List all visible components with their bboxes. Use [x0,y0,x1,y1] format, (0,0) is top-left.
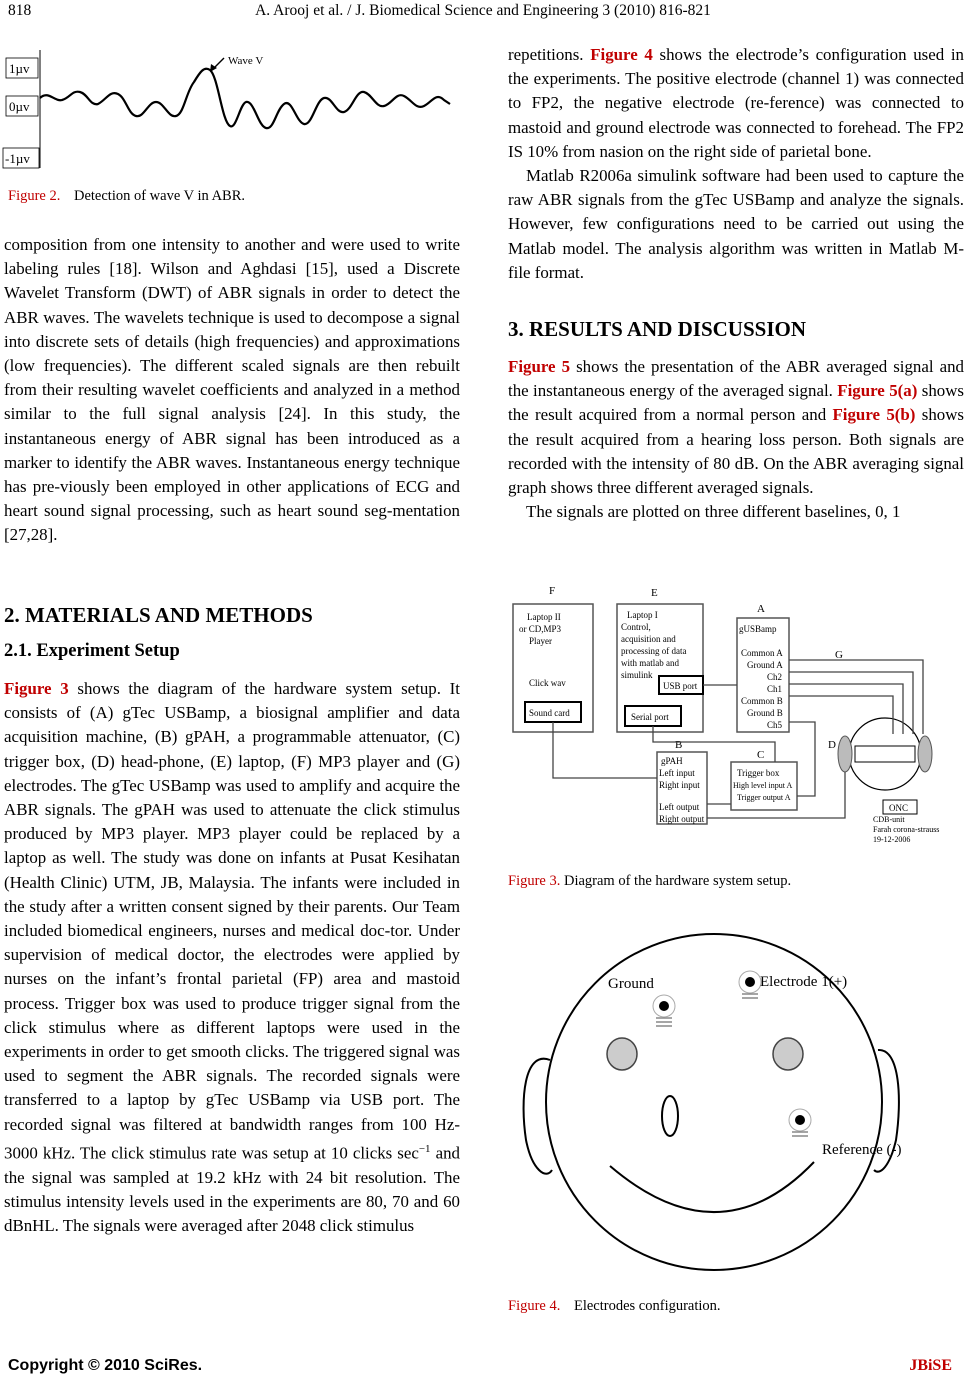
label-a: A [757,603,765,615]
gusbamp-line: Ch5 [767,720,783,730]
laptop1-line: Control, [621,622,651,632]
trigger-line: Trigger output A [737,793,791,802]
reference-electrode-icon [789,1109,811,1136]
label-d: D [828,739,836,751]
gpah-line: Left output [659,802,700,812]
gusbamp-line: Ground B [747,708,783,718]
click-wav-label: Click wav [529,678,566,688]
laptop1-line: acquisition and [621,634,676,644]
scale-label-neg1uv: -1µv [5,151,30,166]
figure-4-caption: Figure 4. Electrodes configuration. [508,1298,721,1314]
figure-3-caption: Figure 3. Diagram of the hardware system setup. [508,873,792,889]
scale-label-1uv: 1µv [9,61,30,76]
paragraph: Figure 3 shows the diagram of the hardware system setup. It consists of (A) gTec USBamp, a biosignal amplifier and data acquisition machine, (B) gPAH, a programmable attenuator, (C) trigger box, (D) head-phone, (E) laptop, (F) MP3 player and (G) electrodes. The gTec USBamp was used to amplify and acquire the ABR signals. The gPAH was used to attenuate the click stimulus produced by MP3 player. MP3 player could be replaced by a laptop as well. The study was done on infants at Pusat Kesihatan (Health Clinic) UTM, JB, Malaysia. The infants were included in the study after a written consent signed by their parents. Our Team included biomedical engineers, nurses and medical doc-tor. Under supervision of medical doctor, the electrodes were applied by nurses on the infant’s frontal parietal (FP) area and mastoid process. Trigger box was used to produce trigger signal from the click stimulus where as different laptops were used in the experiments in order to get smooth clicks. The triggered signal was used to segment the ABR signals. The recorded signals were transferred to a laptop by gTec USBamp via USB port. The recorded signal was filtered at bandwidth ranges from 100 Hz-3000 kHz. The click stimulus rate was setup at 10 clicks $\sec^{-1}$ and the signal was sampled at 19.2 kHz with 24 bit resolution. The stimulus intensity levels used in the experiments are 80, 70 and 60 dBnHL. The signals were averaged after 2048 click stimulus [4,679,460,1236]
usb-port-label: USB port [663,681,698,691]
label-g: G [835,649,843,661]
figure-5a-ref[interactable]: Figure 5(a) [837,381,918,401]
ground-label: Ground [608,976,654,992]
electrode-1-label: Electrode 1(+) [760,974,848,990]
copyright-footer: Copyright © 2010 SciRes. [8,1357,203,1374]
figure-2-caption: Figure 2. Detection of wave V in ABR. [8,188,246,204]
paragraph: composition from one intensity to another and were used to write labeling rules [18]. Wilson and Aghdasi [15], used a Discrete Wavelet Transform (DWT) of ABR signals in order to detect the ABR waves. The wavelets technique is used to decompose a signal into discrete sets of details (high frequencies) and approximations (low frequencies). The different scaled signals are then rebuilt from their resulting wavelet coefficients and analyzed in a method similar to the full signal analysis [24]. In this study, the instantaneous energy of ABR signal has been introduced as a marker to identify the ABR waves. Instantaneous energy technique has pre-viously been employed in other applications of ECG and heart sound signal processing, such as heart sound seg-mentation [27,28]. [4,235,460,545]
subsection-heading: 2.1. Experiment Setup [4,641,180,661]
left-eye [607,1038,637,1070]
laptop1-line: simulink [621,670,653,680]
trigger-line: High level input A [733,781,793,790]
laptop2-line: Player [529,636,552,646]
trigger-line: Trigger box [737,768,780,778]
ground-electrode-icon [653,995,675,1026]
sound-card-label: Sound card [529,708,570,718]
paragraph: repetitions. Figure 4 shows the electrode’s configuration used in the experiments. The positive electrode (channel 1) was connected to FP2, the negative electrode (re-ference) was connected to mastoid and ground electrode was connected to forehead. The FP2 IS 10% from nasion on the right side of parietal bone. [508,45,964,161]
figure-4-electrodes-face [510,930,910,1280]
reference-label: Reference (-) [822,1142,902,1158]
credit-line: 19-12-2006 [873,835,911,844]
right-eye [773,1038,803,1070]
gpah-line: Right output [659,814,705,824]
paragraph: Matlab R2006a simulink software had been used to capture the raw ABR signals from the gTec USBamp and analyze the signals. However, few configurations need to be carried out using the Matlab model. The analysis algorithm was written in Matlab M-file format. [508,166,964,282]
electrode-1-icon [739,971,761,998]
figure-3-hardware-diagram [505,582,965,857]
page-number: 818 [8,2,32,19]
wave-v-label: Wave V [228,55,264,67]
credit-line: CDB-unit [873,815,905,824]
right-column-2 [508,355,964,524]
left-column-2 [4,677,460,1238]
gusbamp-line: Ground A [747,660,783,670]
left-column [4,233,460,548]
section-heading-results: 3. RESULTS AND DISCUSSION [508,317,806,341]
scale-label-0uv: 0µv [9,99,30,114]
right-column [508,43,964,285]
gpah-line: gPAH [661,756,683,766]
abr-trace [40,69,450,128]
label-b: B [675,739,683,751]
paragraph: Figure 5 shows the presentation of the ABR averaged signal and the instantaneous energy of the averaged signal. Figure 5(a) shows the result acquired from a normal person and Figure 5(b) shows the result acquired from a hearing loss person. Both signals are recorded with the intensity of 80 dB. On the ABR averaging signal graph shows three different averaged signals. [508,357,964,498]
credit-line: Farah corona-strauss [873,825,940,834]
figure-5-ref[interactable]: Figure 5 [508,357,571,376]
gpah-line: Right input [659,780,700,790]
gusbamp-line: Ch2 [767,672,783,682]
nose [662,1096,678,1136]
running-title: A. Arooj et al. / J. Biomedical Science and Engineering 3 (2010) 816-821 [255,2,711,19]
laptop1-line: processing of data [621,646,687,656]
journal-footer: JBiSE [909,1357,952,1374]
label-f: F [549,585,556,597]
paragraph: The signals are plotted on three different baselines, 0, 1 [526,502,901,522]
gusbamp-line: Ch1 [767,684,783,694]
label-c: C [757,749,765,761]
laptop1-line: Laptop I [627,610,658,620]
gusbamp-line: gUSBamp [739,624,777,634]
gusbamp-line: Common A [741,648,783,658]
laptop2-line: Laptop II [527,612,561,622]
laptop2-line: or CD,MP3 [519,624,562,634]
gpah-line: Left input [659,768,695,778]
gusbamp-line: Common B [741,696,783,706]
figure-2-abr-wave [0,40,470,180]
laptop1-line: with matlab and [621,658,679,668]
figure-4-ref[interactable]: Figure 4 [590,45,653,64]
figure-5b-ref[interactable]: Figure 5(b) [832,405,916,425]
label-e: E [651,587,658,599]
figure-3-ref[interactable]: Figure 3 [4,679,69,698]
serial-port-label: Serial port [631,712,669,722]
section-heading-methods: 2. MATERIALS AND METHODS [4,603,313,627]
onc-label: ONC [889,803,909,813]
